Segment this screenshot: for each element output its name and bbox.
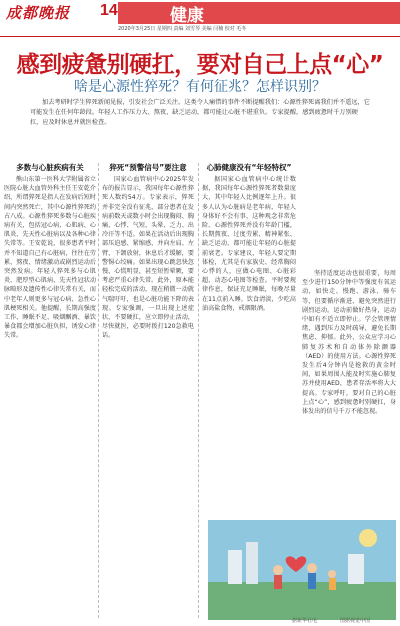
image-credit: 图据视觉中国 [340,618,371,624]
article-column-1 [4,161,96,615]
section-band [118,2,400,24]
article-column-2 [102,161,194,615]
article-headline: 感到疲惫别硬扛，要对自己上点“心” [16,52,384,78]
column-body-continued: 坚持适度运动也很重要，每周至少进行150分钟中等强度有氧运动，如快走、慢跑、游泳、骑车等，但要循序渐进，避免突然进行剧烈运动。运动前做好热身，运动中如有不适立即停止。学会管理情绪，遇到压力及时疏导，避免长期焦虑、抑郁。此外，公众应学习心肺复苏术和自动体外除颤器（AED）的使用方法。心源性猝死发生后4分钟内是抢救的黄金时间，如果周围人能及时实施心肺复苏并使用AED，患者存活率将大大提高。专家呼吁，要对自己的心脏上点“心”，感到疲惫时别硬扛，身体发出的信号千万不能忽视。 [302,270,396,416]
column-heading: 心肺健康没有“年轻特权” [206,163,292,172]
column-divider [198,163,199,618]
newspaper-logo: 成都晚报 [6,4,71,22]
header-divider [0,36,400,37]
article-intro: 加去考研时学生猝死新闻见报，引发社会广泛关注。这类令人痛惜的事件不断提醒我们：心源性猝死离我们并不遥远，它可能发生在任何年龄段。年轻人工作压力大、熬夜、缺乏运动，都可能让心脏不堪重负。专家提醒，感到疲惫时千万别硬扛，应及时休息并就医检查。 [30,99,370,126]
column-body: 据国家心血管病中心统计数据，我国每年心源性猝死者数量庞大，其中年轻人比例逐年上升。很多人认为心脏病是老年病，年轻人身体好不会有事，这种观念非常危险。心源性猝死并没有年龄门槛，长期熬夜、过度劳累、精神紧张、缺乏运动，都可能让年轻的心脏提前衰老。专家建议，年轻人要定期体检，尤其是有家族史、经常胸闷心悸的人，应做心电图、心脏彩超、动态心电图等检查。平时要规律作息，保证充足睡眠，每晚尽量在11点前入睡。饮食清淡，少吃高油高盐食物，戒烟限酒。 [202,176,296,312]
column-divider [98,163,99,618]
column-body: 熊山东第一医科大学附属省立医院心脏大血管外科主任王安乾介绍，所谓猝死是指人在发病后短时间内突然死亡，其中心源性猝死约占八成。心源性猝死多数与心脏疾病有关，包括冠心病、心肌病、心肌炎、先天性心脏病以及各种心律失常等。王安乾说，很多患者平时并不知道自己有心脏病，往往在劳累、熬夜、情绪激动或剧烈运动后突然发病。年轻人猝死多与心肌炎、肥厚型心肌病、先天性冠状动脉畸形及遗传性心律失常有关，而中老年人则更多与冠心病、急性心肌梗死相关。他提醒，长期高强度工作、睡眠不足、吸烟酗酒、暴饮暴食都会增加心脏负担，诱发心律失常。 [4,176,96,340]
news-agency-credit: 据新华社电 [292,618,318,624]
health-illustration [208,520,396,620]
column-body: 国家心血管病中心2025年发布的报告显示，我国每年心源性猝死人数约54万。专家表示，猝死并非完全没有征兆，部分患者在发病前数天或数小时会出现胸闷、胸痛、心悸、气短、头晕、乏力、出冷汗等不适。如果在活动后出现胸部压迫感、紧缩感，并向左肩、左臂、下颌放射，休息后才缓解，要警惕心绞痛。如果出现心跳忽快忽慢、心慌明显，甚至短暂晕厥，要考虑严重心律失常。此外，原本能轻松完成的活动，现在稍微一动就气喘吁吁，也是心脏功能下降的表现。专家强调，一旦出现上述症状，不要硬扛，应立即停止活动，尽快就医，必要时拨打120急救电话。 [102,176,194,340]
section-name: 健康 [170,6,204,26]
issue-line: 2020年3月25日 星期四 责编 刘雪琴 美编 闫楠 校对 毛冬 [118,26,247,32]
masthead [0,0,400,36]
article-subheadline: 啥是心源性猝死？有何征兆？怎样识别？ [74,79,326,95]
column-heading: 多数与心脏疾病有关 [16,163,84,172]
column-heading: 猝死“预警信号”要注意 [109,163,187,172]
page-number: 14 [100,2,118,19]
